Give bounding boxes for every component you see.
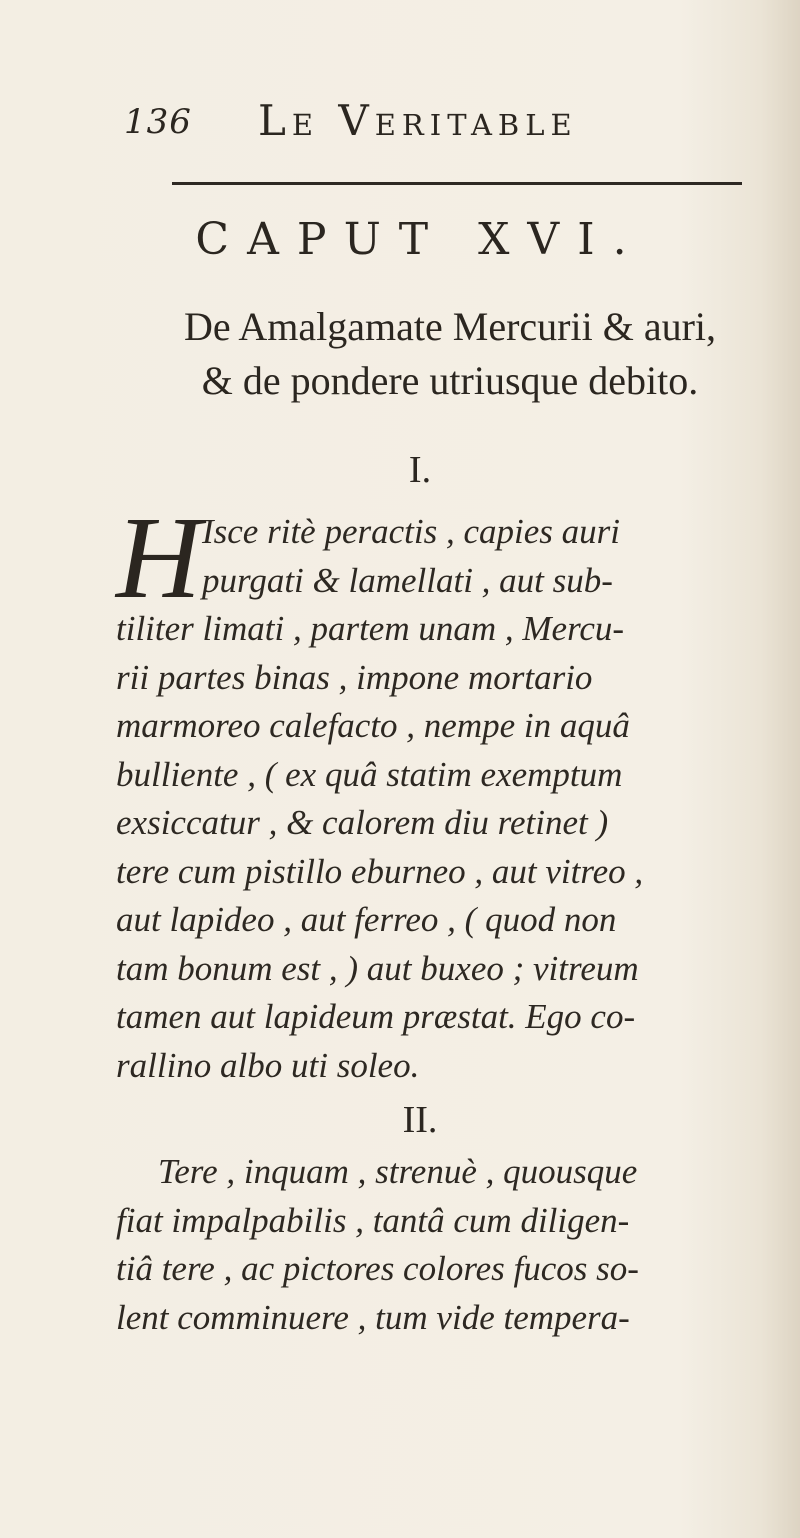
- header-rule: [172, 182, 742, 185]
- text-line: fiat impalpabilis , tantâ cum diligen-: [116, 1200, 630, 1240]
- text-line: tam bonum est , ) aut buxeo ; vitreum: [116, 948, 639, 988]
- page-number: 136: [124, 102, 192, 142]
- section-number: II.: [402, 1099, 438, 1141]
- text-line: bulliente , ( ex quâ statim exemptum: [116, 754, 623, 794]
- subtitle-line: & de pondere utriusque debito.: [201, 358, 699, 403]
- paragraph: [116, 1148, 776, 1342]
- text-line: rii partes binas , impone mortario: [116, 657, 593, 697]
- text-line: rallino albo uti soleo.: [116, 1045, 420, 1085]
- text-line: tere cum pistillo eburneo , aut vitreo ,: [116, 851, 644, 891]
- page-header: [0, 96, 800, 146]
- text-line: tiâ tere , ac pictores colores fucos so-: [116, 1249, 639, 1288]
- subtitle-line: De Amalgamate Mercurii & auri,: [183, 304, 717, 349]
- paragraph: [116, 492, 776, 1090]
- text-line: tamen aut lapideum præstat. Ego co-: [116, 997, 636, 1036]
- text-line: exsiccatur , & calorem diu retinet ): [116, 803, 609, 842]
- chapter-title: CAPUT XVI.: [195, 214, 645, 265]
- running-head: Le Veritable: [258, 96, 578, 145]
- section-number: I.: [408, 449, 432, 491]
- text-line: purgati & lamellati , aut sub-: [202, 560, 613, 600]
- drop-cap: H: [116, 492, 202, 623]
- text-line: tiliter limati , partem unam , Mercu-: [116, 609, 625, 648]
- text-line: Isce ritè peractis , capies auri: [202, 512, 620, 551]
- text-line: lent comminuere , tum vide tempera-: [116, 1297, 630, 1337]
- text-line: marmoreo calefacto , nempe in aquâ: [116, 706, 630, 745]
- text-line: Tere , inquam , strenuè , quousque: [158, 1152, 638, 1191]
- chapter-subtitle: [140, 300, 760, 408]
- text-line: aut lapideo , aut ferreo , ( quod non: [116, 900, 617, 939]
